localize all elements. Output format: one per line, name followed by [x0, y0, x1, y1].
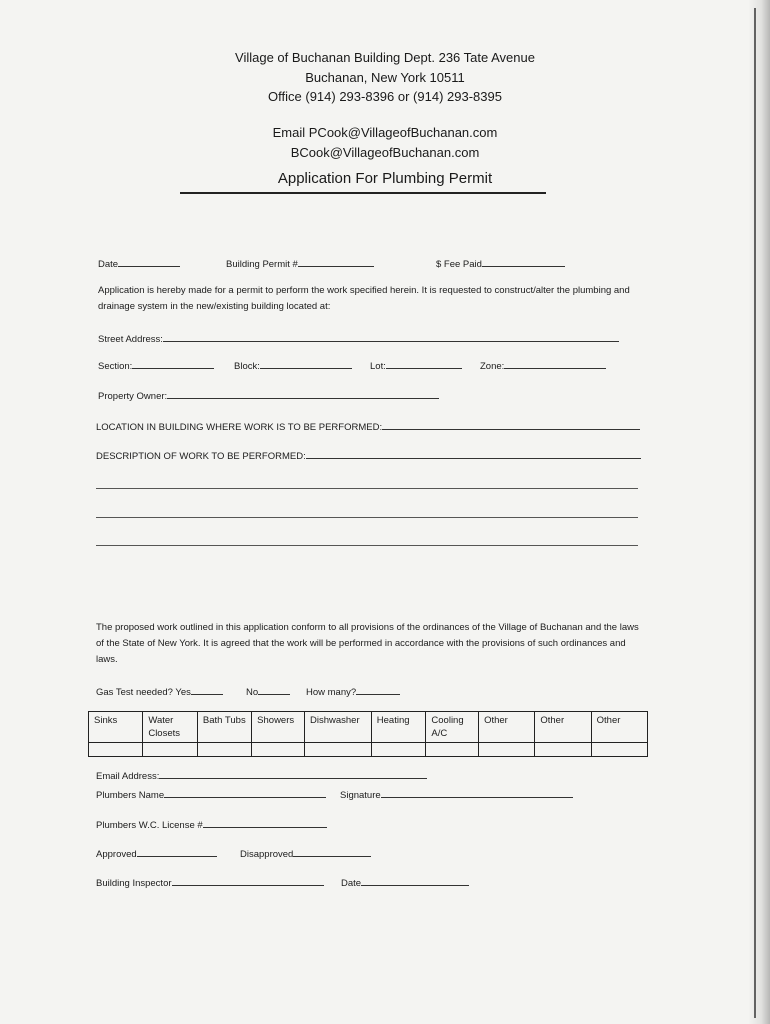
fixture-col-sinks: Sinks: [89, 712, 143, 743]
fixture-count-cell[interactable]: [197, 743, 251, 757]
location-field: [96, 419, 640, 433]
block-input-line[interactable]: [260, 358, 352, 369]
disapproved-input-line[interactable]: [293, 846, 371, 857]
property-owner-field: [98, 388, 439, 402]
fixture-col-bath-tubs: Bath Tubs: [197, 712, 251, 743]
fixture-col-other-2: Other: [535, 712, 591, 743]
description-extra-line[interactable]: [96, 545, 638, 546]
fixtures-header-row: [89, 712, 648, 743]
license-label: Plumbers W.C. License #: [96, 820, 203, 831]
street-address-label: Street Address:: [98, 334, 163, 345]
block-label: Block:: [234, 361, 260, 372]
date-input-line[interactable]: [118, 256, 180, 267]
fixture-count-cell[interactable]: [89, 743, 143, 757]
gas-test-field: [96, 684, 223, 698]
inspector-date-label: Date: [341, 878, 362, 889]
header-city-line: Buchanan, New York 10511: [305, 70, 465, 85]
fixture-col-cooling: Cooling A/C: [426, 712, 479, 743]
section-field: [98, 358, 214, 372]
description-extra-line[interactable]: [96, 488, 638, 489]
lot-input-line[interactable]: [386, 358, 462, 369]
how-many-input-line[interactable]: [356, 684, 400, 695]
fixtures-count-row: [89, 743, 648, 757]
plumbers-name-field: [96, 787, 326, 801]
section-input-line[interactable]: [132, 358, 214, 369]
building-inspector-label: Building Inspector: [96, 878, 172, 889]
fixtures-table: [88, 711, 648, 757]
email-address-input-line[interactable]: [159, 768, 427, 779]
fixture-count-cell[interactable]: [252, 743, 305, 757]
block-field: [234, 358, 352, 372]
description-field: [96, 448, 641, 462]
lot-field: [370, 358, 462, 372]
signature-field: [340, 787, 573, 801]
fee-paid-label: $ Fee Paid: [436, 259, 482, 270]
fixture-col-heating: Heating: [371, 712, 426, 743]
fixture-col-other-3: Other: [591, 712, 647, 743]
section-label: Section:: [98, 361, 133, 372]
date-label: Date: [98, 259, 119, 270]
fixture-col-dishwasher: Dishwasher: [305, 712, 372, 743]
title-underline: [180, 192, 546, 194]
lot-label: Lot:: [370, 361, 386, 372]
zone-input-line[interactable]: [504, 358, 606, 369]
location-input-line[interactable]: [382, 419, 640, 430]
street-address-input-line[interactable]: [163, 331, 619, 342]
gas-yes-input-line[interactable]: [191, 684, 223, 695]
building-permit-field: [226, 256, 374, 270]
how-many-field: [306, 684, 400, 698]
fixture-col-water-closets: Water Closets: [143, 712, 198, 743]
signature-input-line[interactable]: [381, 787, 573, 798]
license-input-line[interactable]: [203, 817, 327, 828]
building-inspector-input-line[interactable]: [172, 875, 324, 886]
how-many-label: How many?: [306, 687, 357, 698]
gas-no-label: No: [246, 687, 259, 698]
scan-shadow: [748, 0, 770, 1024]
fixture-col-other-1: Other: [479, 712, 535, 743]
fixture-count-cell[interactable]: [426, 743, 479, 757]
header-address-line: Village of Buchanan Building Dept. 236 Tate Avenue: [235, 50, 535, 65]
approved-label: Approved: [96, 849, 137, 860]
approved-field: [96, 846, 217, 860]
street-address-field: [98, 331, 619, 345]
fixture-col-showers: Showers: [252, 712, 305, 743]
gas-no-input-line[interactable]: [258, 684, 290, 695]
email-address-label: Email Address:: [96, 771, 160, 782]
fee-paid-field: [436, 256, 565, 270]
plumbers-name-input-line[interactable]: [164, 787, 326, 798]
fixture-count-cell[interactable]: [535, 743, 591, 757]
header-email-1: Email PCook@VillageofBuchanan.com: [272, 125, 498, 140]
property-owner-input-line[interactable]: [167, 388, 439, 399]
description-input-line[interactable]: [306, 448, 641, 459]
header-email-2: BCook@VillageofBuchanan.com: [290, 145, 480, 160]
building-permit-label: Building Permit #: [226, 259, 298, 270]
inspector-date-field: [341, 875, 469, 889]
header-phone-line: Office (914) 293-8396 or (914) 293-8395: [268, 89, 502, 104]
email-address-field: [96, 768, 427, 782]
fixture-count-cell[interactable]: [591, 743, 647, 757]
fixture-count-cell[interactable]: [143, 743, 198, 757]
building-permit-input-line[interactable]: [298, 256, 374, 267]
approved-input-line[interactable]: [137, 846, 217, 857]
building-inspector-field: [96, 875, 324, 889]
date-field: [98, 256, 180, 270]
intro-paragraph: Application is hereby made for a permit to perform the work specified herein. It is requested to construct/alter the plumbing and drainage system in the new/existing building located at:: [98, 285, 630, 312]
disapproved-label: Disapproved: [240, 849, 294, 860]
description-label: DESCRIPTION OF WORK TO BE PERFORMED:: [96, 451, 306, 462]
agreement-paragraph: The proposed work outlined in this application conform to all provisions of the ordinances of the Village of Buchanan and the laws of the State of New York. It is agreed that the work will be performed in accordance with the provisions of such ordinances and laws.: [96, 622, 639, 665]
fixture-count-cell[interactable]: [371, 743, 426, 757]
gas-no-field: [246, 684, 290, 698]
location-label: LOCATION IN BUILDING WHERE WORK IS TO BE PERFORMED:: [96, 422, 383, 433]
page-title: Application For Plumbing Permit: [277, 170, 493, 187]
fixture-count-cell[interactable]: [479, 743, 535, 757]
signature-label: Signature: [340, 790, 381, 801]
gas-test-label: Gas Test needed? Yes: [96, 687, 191, 698]
description-extra-line[interactable]: [96, 517, 638, 518]
zone-field: [480, 358, 606, 372]
plumbers-name-label: Plumbers Name: [96, 790, 165, 801]
disapproved-field: [240, 846, 371, 860]
inspector-date-input-line[interactable]: [361, 875, 469, 886]
fixture-count-cell[interactable]: [305, 743, 372, 757]
license-field: [96, 817, 327, 831]
fee-paid-input-line[interactable]: [482, 256, 565, 267]
zone-label: Zone:: [480, 361, 505, 372]
property-owner-label: Property Owner:: [98, 391, 168, 402]
